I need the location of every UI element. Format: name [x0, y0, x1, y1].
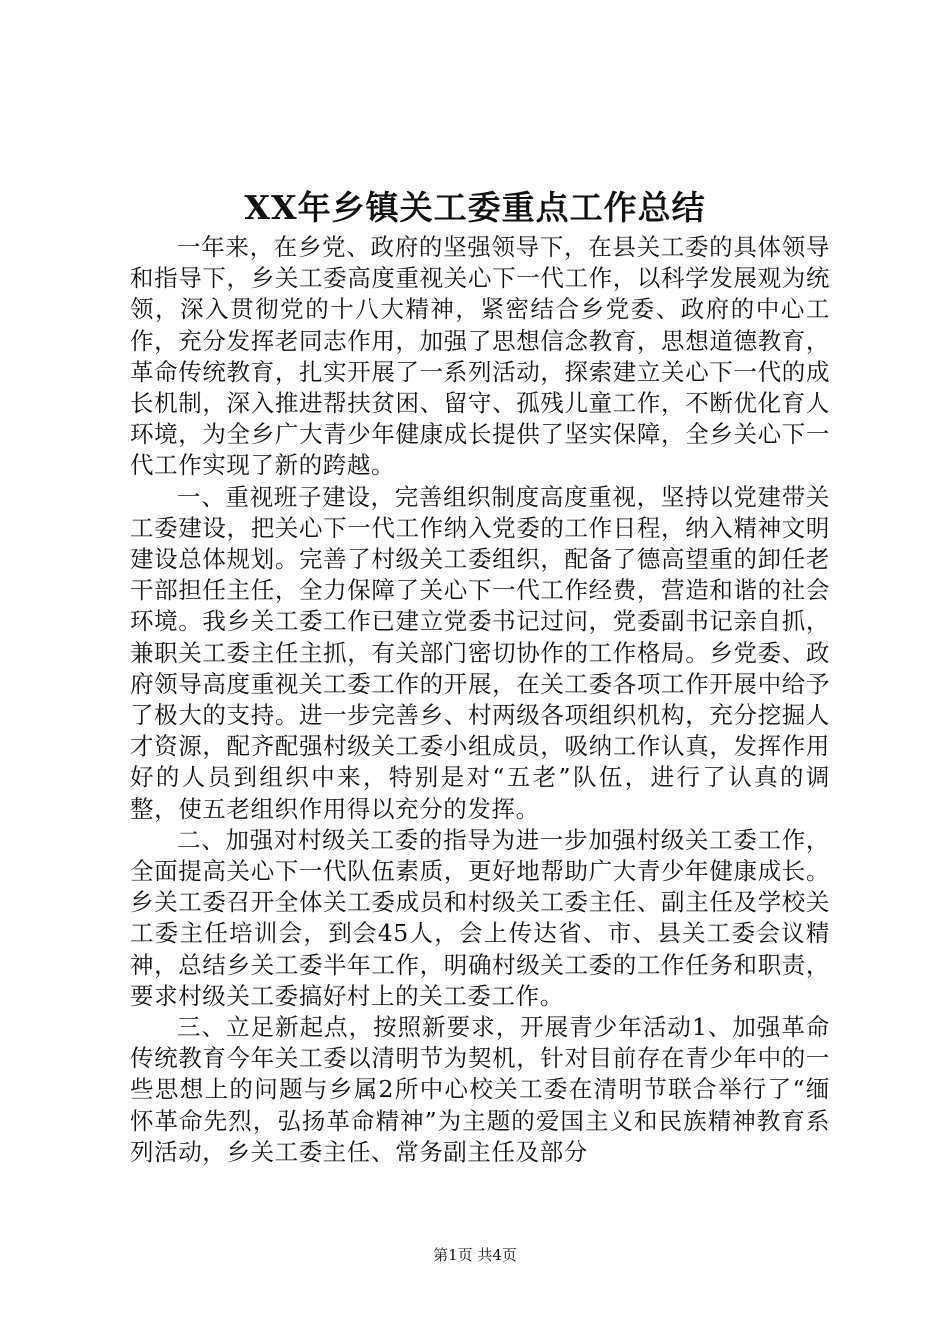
body-paragraph: 二、加强对村级关工委的指导为进一步加强村级关工委工作，全面提高关心下一代队伍素质，更好地帮助广大青少年健康成长。乡关工委召开全体关工委成员和村级关工委主任、副主任及学校关工委主任培训会，到会45人，会上传达省、市、县关工委会议精神，总结乡关工委半年工作，明确村级关工委的工作任务和职责，要求村级关工委搞好村上的关工委工作。 — [130, 825, 830, 1010]
page-number-footer: 第1页 共4页 — [433, 1246, 517, 1264]
body-paragraph: 一、重视班子建设，完善组织制度高度重视，坚持以党建带关工委建设，把关心下一代工作纳入党委的工作日程，纳入精神文明建设总体规划。完善了村级关工委组织，配备了德高望重的卸任老干部担任主任，全力保障了关心下一代工作经费，营造和谐的社会环境。我乡关工委工作已建立党委书记过问，党委副书记亲自抓，兼职关工委主任主抓，有关部门密切协作的工作格局。乡党委、政府领导高度重视关工委工作的开展，在关工委各项工作开展中给予了极大的支持。进一步完善乡、村两级各项组织机构，充分挖掘人才资源，配齐配强村级关工委小组成员，吸纳工作认真，发挥作用好的人员到组织中来，特别是对“五老”队伍，进行了认真的调整，使五老组织作用得以充分的发挥。 — [130, 482, 830, 823]
body-paragraph: 一年来，在乡党、政府的坚强领导下，在县关工委的具体领导和指导下，乡关工委高度重视关心下一代工作，以科学发展观为统领，深入贯彻党的十八大精神，紧密结合乡党委、政府的中心工作，充分发挥老同志作用，加强了思想信念教育，思想道德教育，革命传统教育，扎实开展了一系列活动，探索建立关心下一代的成长机制，深入推进帮扶贫困、留守、孤残儿童工作，不断优化育人环境，为全乡广大青少年健康成长提供了坚实保障，全乡关心下一代工作实现了新的跨越。 — [130, 233, 830, 480]
body-paragraph: 三、立足新起点，按照新要求，开展青少年活动1、加强革命传统教育今年关工委以清明节为契机，针对目前存在青少年中的一些思想上的问题与乡属2所中心校关工委在清明节联合举行了“缅怀革命先烈，弘扬革命精神”为主题的爱国主义和民族精神教育系列活动，乡关工委主任、常务副主任及部分 — [130, 1013, 830, 1166]
document-title: XX年乡镇关工委重点工作总结 — [244, 188, 706, 227]
document-body — [130, 232, 830, 1168]
